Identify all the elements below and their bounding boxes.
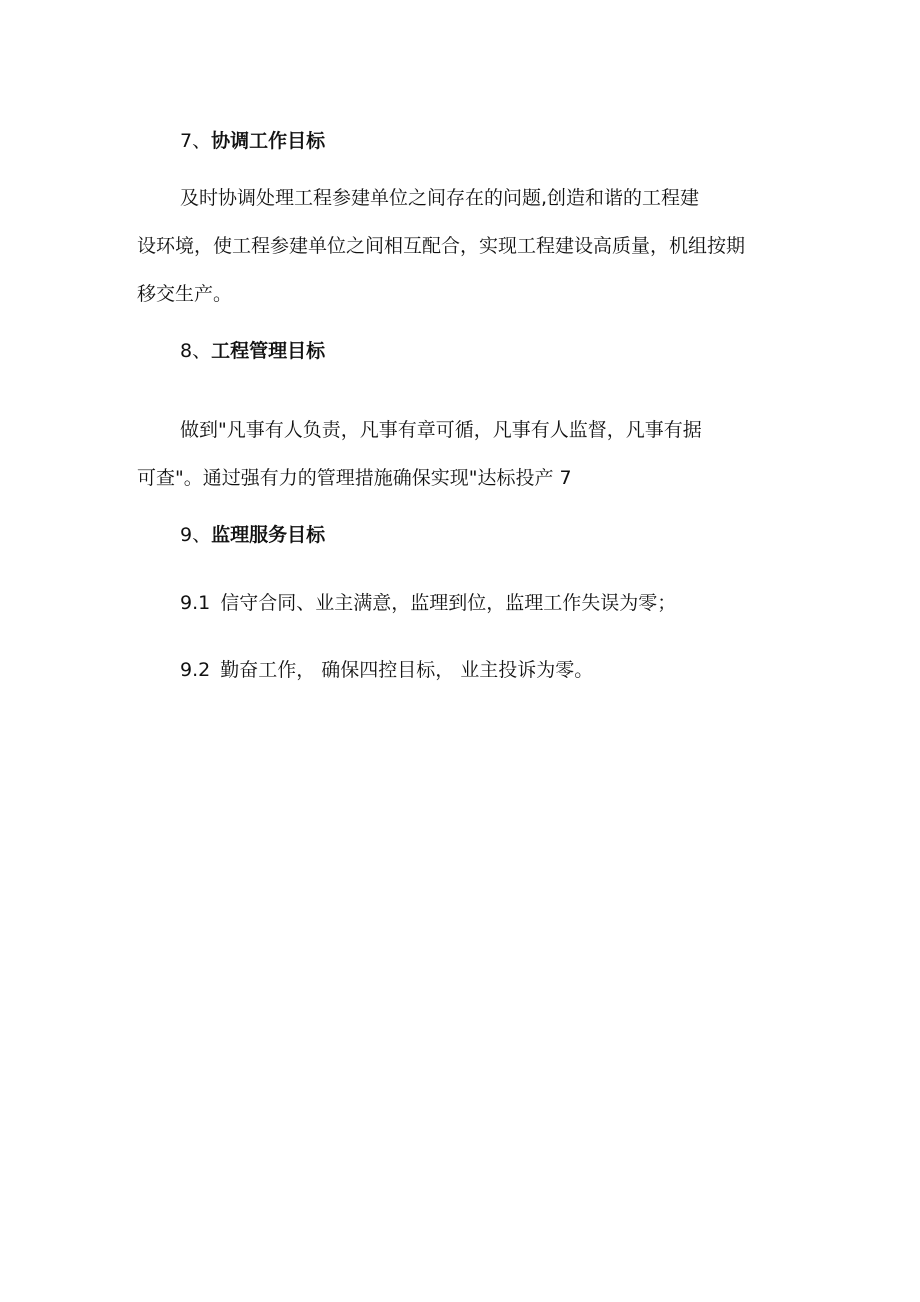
section-8-number: 8、 [180,340,212,362]
section-8-paragraph-line-1: 做到"凡事有人负责，凡事有章可循，凡事有人监督，凡事有据 [180,419,702,441]
section-9-heading [180,523,325,547]
section-8-title: 工程管理目标 [211,340,326,362]
section-7-number: 7、 [180,130,212,152]
section-8-paragraph-line-2: 可查"。通过强有力的管理措施确保实现"达标投产 7 [137,467,572,489]
item-text: 勤奋工作， 确保四控目标， 业主投诉为零。 [220,659,594,681]
section-7-paragraph-line-2: 设环境，使工程参建单位之间相互配合，实现工程建设高质量，机组按期 [137,235,746,257]
section-8-heading [180,339,325,363]
item-number: 9.2 [180,659,211,681]
section-9-number: 9、 [180,524,212,546]
section-7-paragraph-line-1: 及时协调处理工程参建单位之间存在的问题,创造和谐的工程建 [180,187,700,209]
section-9-title: 监理服务目标 [211,524,326,546]
item-number: 9.1 [180,592,211,614]
section-9-item-2 [180,658,593,682]
section-9-item-1 [180,591,676,615]
section-7-paragraph-line-3: 移交生产。 [137,283,233,305]
section-7-title: 协调工作目标 [211,130,326,152]
item-text: 信守合同、业主满意，监理到位，监理工作失误为零； [220,592,677,614]
section-7-heading [180,129,325,153]
